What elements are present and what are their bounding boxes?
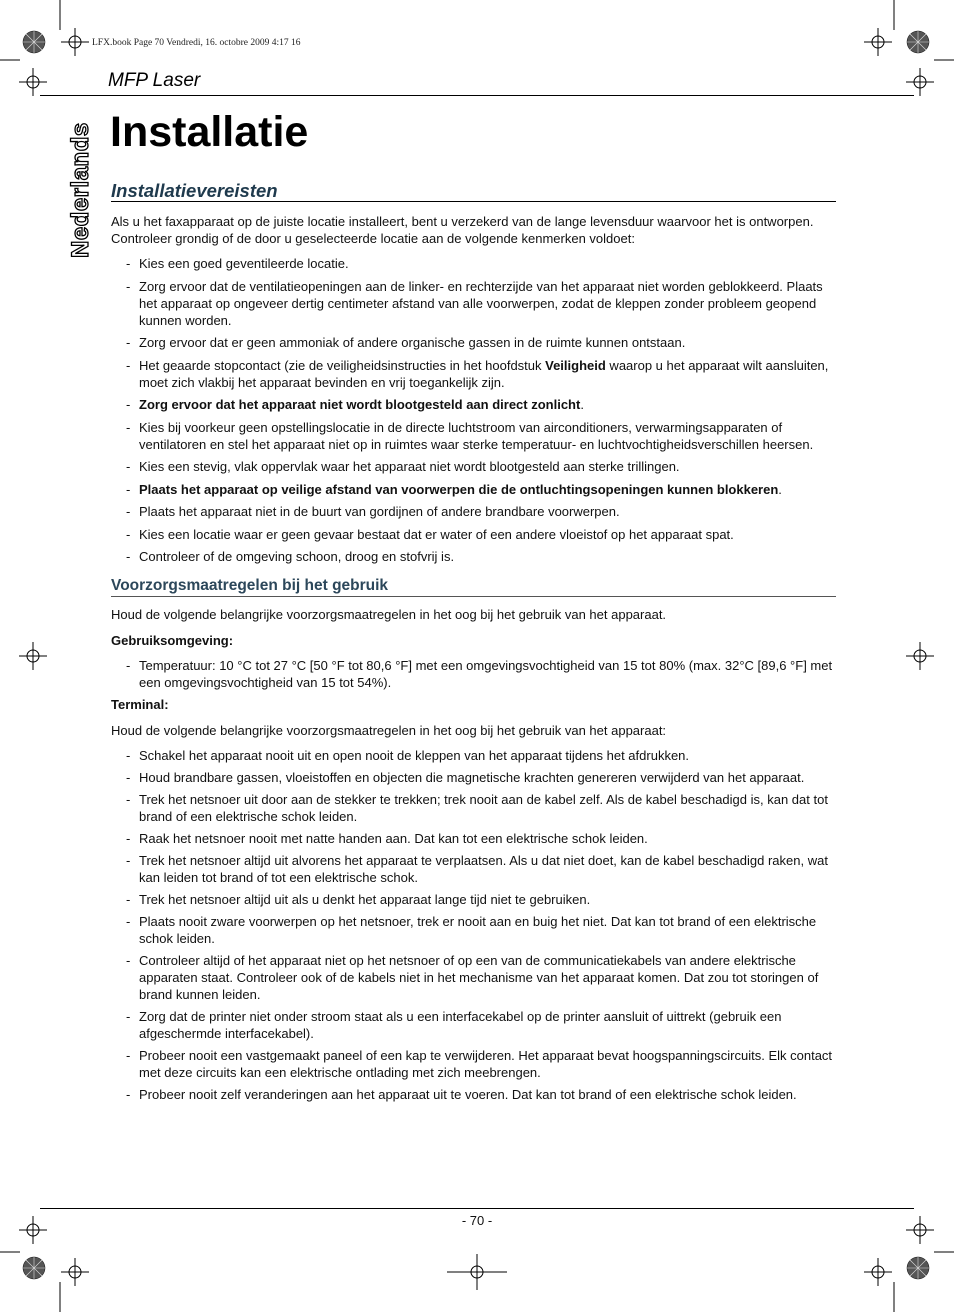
item-text: Het geaarde stopcontact (zie de veiligheidsinstructies in het hoofdstuk (139, 357, 546, 373)
book-info: LFX.book Page 70 Vendredi, 16. octobre 2009 4:17 16 (92, 38, 301, 48)
list-item (111, 852, 836, 886)
terminal-intro: Houd de volgende belangrijke voorzorgsmaatregelen in het oog bij het gebruik van het apparaat: (111, 723, 667, 738)
terminal-label: Terminal: (111, 697, 169, 712)
list-item (111, 526, 836, 543)
item-text: Kies een goed geventileerde locatie. (139, 256, 349, 271)
list-item (111, 458, 836, 475)
list-item (111, 419, 836, 453)
list-item (111, 830, 836, 847)
item-text: . (580, 397, 584, 412)
item-text: waarop u het apparaat wilt aansluiten, moet zich vlakbij het apparaat bevinden en vrij toegankelijk zijn. (139, 357, 829, 390)
page-content (111, 182, 836, 1108)
item-text: Kies een stevig, vlak oppervlak waar het apparaat niet wordt blootgesteld aan sterke trillingen. (139, 459, 680, 474)
item-text: Controleer of de omgeving schoon, droog en stofvrij is. (139, 549, 455, 564)
item-text: Trek het netsnoer uit door aan de stekker te trekken; trek nooit aan de kabel zelf. Als de kabel beschadigd is, kan dat tot brand of een elektrische schok leiden. (139, 792, 828, 824)
list-item (111, 952, 836, 1003)
terminal-list (111, 747, 836, 1103)
page-title: Installatie (110, 108, 309, 156)
item-text: Zorg dat de printer niet onder stroom staat als u een interfacekabel op de printer aansluit of uittrekt (gebruik een afgeschermde interfacekabel). (139, 1009, 782, 1041)
item-text: . (778, 481, 782, 497)
header-title: MFP Laser (108, 70, 201, 91)
item-text: Controleer altijd of het apparaat niet op het netsnoer of op een van de communicatiekabels van andere elektrische apparaten staat. Controleer ook of de kabels niet in het mechanisme van het apparaat komen. Dat zou tot storingen of brand kunnen leiden. (139, 953, 819, 1002)
environment-list (111, 657, 836, 691)
item-text: Trek het netsnoer altijd uit alvorens het apparaat te verplaatsen. Als u dat niet doet, kan de kabel beschadigd raken, wat kan leiden tot brand of tot een elektrische schok. (139, 853, 828, 885)
bold-text: Plaats het apparaat op veilige afstand van voorwerpen die de ontluchtingsopeningen kunnen blokkeren (139, 481, 779, 497)
list-item (111, 891, 836, 908)
section-heading-installation-requirements: Installatievereisten (111, 182, 836, 202)
item-text: Probeer nooit een vastgemaakt paneel of een kap te verwijderen. Het apparaat bevat hoogspanningscircuits. Elk contact met deze circuits kan een elektrische ontlading met zich meebrengen. (139, 1048, 833, 1080)
header-rule (40, 95, 914, 96)
list-item (111, 1008, 836, 1042)
item-text: Plaats het apparaat niet in de buurt van gordijnen of andere brandbare voorwerpen. (139, 504, 620, 519)
footer-rule (40, 1208, 914, 1209)
list-item (111, 769, 836, 786)
list-item (111, 481, 836, 498)
list-item (111, 1086, 836, 1103)
section-heading-precautions: Voorzorgsmaatregelen bij het gebruik (111, 577, 836, 597)
item-text: Plaats nooit zware voorwerpen op het netsnoer, trek er nooit aan en buig het niet. Dat kan tot brand of een elektrische schok leiden. (139, 914, 817, 946)
section2-intro: Houd de volgende belangrijke voorzorgsmaatregelen in het oog bij het gebruik van het apparaat. (111, 607, 667, 622)
language-side-tab (65, 120, 97, 260)
list-item (111, 548, 836, 565)
language-side-tab-label: Nederlands (67, 122, 94, 258)
item-text: Zorg ervoor dat de ventilatieopeningen aan de linker- en rechterzijde van het apparaat niet worden geblokkeerd. Plaats het apparaat op ongeveer dertig centimeter afstand van alle voorwerpen, zodat de kleppen zonder probleem geopend kunnen worden. (139, 278, 823, 328)
list-item (111, 1047, 836, 1081)
item-text: Trek het netsnoer altijd uit als u denkt het apparaat lange tijd niet te gebruiken. (139, 892, 591, 907)
list-item (111, 278, 836, 329)
page-number: - 70 - (461, 1213, 493, 1228)
bold-text: Veiligheid (545, 357, 606, 373)
item-text: Houd brandbare gassen, vloeistoffen en objecten die magnetische krachten genereren verwijderd van het apparaat. (139, 770, 805, 785)
list-item (111, 255, 836, 272)
item-text: Kies bij voorkeur geen opstellingslocatie in de directe luchtstroom van airconditioners, verwarmingsapparaten of ventilatoren en stel het apparaat niet op in ruimtes waar sterke temperatuur- en luchtvochtigheidsverschillen heersen. (139, 419, 814, 452)
list-item (111, 396, 836, 413)
list-item (111, 747, 836, 764)
list-item (111, 913, 836, 947)
bold-text: Zorg ervoor dat het apparaat niet wordt blootgesteld aan direct zonlicht (139, 397, 581, 412)
item-text: Temperatuur: 10 °C tot 27 °C [50 °F tot 80,6 °F] met een omgevingsvochtigheid van 15 tot 80% (max. 32°C [89,6 °F] met een omgevingsvochtigheid van 15 tot 54%). (139, 658, 833, 690)
item-text: Zorg ervoor dat er geen ammoniak of andere organische gassen in de ruimte kunnen ontstaan. (139, 335, 686, 350)
list-item (111, 503, 836, 520)
list-item (111, 657, 836, 691)
item-text: Probeer nooit zelf veranderingen aan het apparaat uit te voeren. Dat kan tot brand of een elektrische schok leiden. (139, 1087, 797, 1102)
environment-label: Gebruiksomgeving: (111, 633, 234, 648)
list-item (111, 357, 836, 391)
section1-intro: Als u het faxapparaat op de juiste locatie installeert, bent u verzekerd van de lange levensduur waarvoor het is ontworpen. Controleer grondig of de door u geselecteerde locatie aan de volgende kenmerken voldoet: (111, 214, 814, 246)
list-item (111, 334, 836, 351)
item-text: Kies een locatie waar er geen gevaar bestaat dat er water of een andere vloeistof op het apparaat spat. (139, 526, 734, 542)
item-text: Raak het netsnoer nooit met natte handen aan. Dat kan tot een elektrische schok leiden. (139, 831, 648, 846)
requirements-list (111, 255, 836, 565)
item-text: Schakel het apparaat nooit uit en open nooit de kleppen van het apparaat tijdens het afdrukken. (139, 748, 690, 763)
list-item (111, 791, 836, 825)
